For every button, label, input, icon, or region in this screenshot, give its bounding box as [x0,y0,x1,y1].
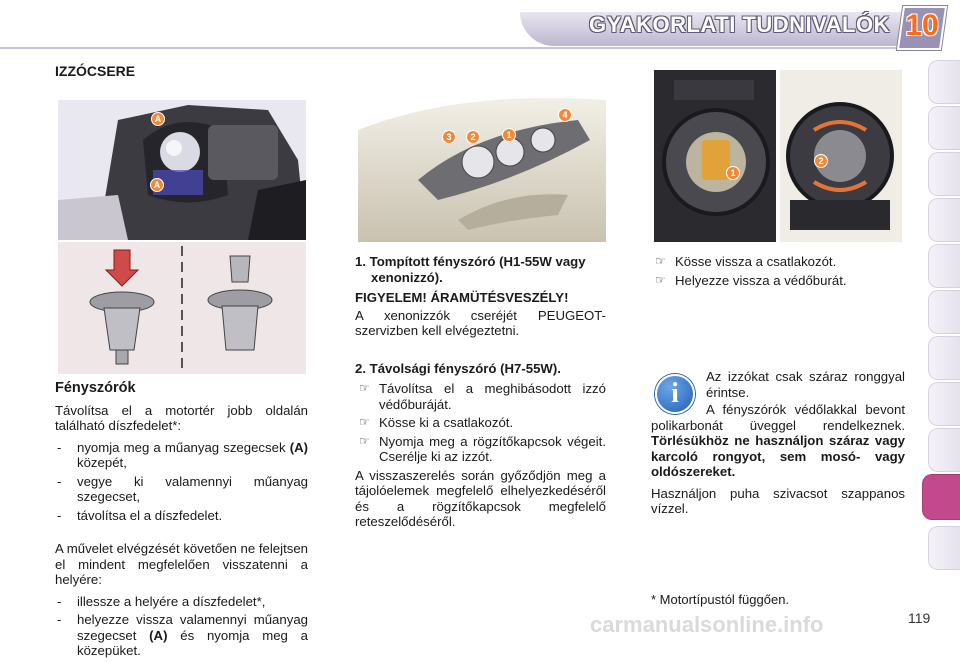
rivet-diagram [58,242,306,374]
instruction-text: Távolítsa el a meghibásodott izzó védőburáját. [379,381,606,412]
step-item [55,440,308,471]
left-column [55,381,308,662]
connector-label-1: 1 [726,166,740,180]
info-warning-bold: Törlésükhöz ne használjon száraz vagy karcoló rongyot, sem mosó- vagy oldószereket. [651,433,905,479]
step-text: távolítsa el a díszfedelet. [77,507,223,523]
instruction-text: Helyezze vissza a védőburát. [675,272,847,288]
header-rule [0,47,900,49]
dash-marker: - [57,593,62,609]
instruction-item [355,434,606,465]
step-text: vegye ki valamennyi műanyag szegecset, [77,473,308,504]
chapter-tab[interactable] [928,382,960,426]
chapter-tab[interactable] [928,336,960,380]
chapter-tab[interactable] [928,526,960,570]
step-bold: (A) [289,439,308,455]
step-text: és nyomja meg a közepüket. [77,627,308,658]
instruction-item [355,415,606,431]
warning-text: FIGYELEM! ÁRAMÜTÉSVESZÉLY! [355,290,569,305]
bulb-label-2: 2 [466,130,480,144]
chapter-tab-active[interactable] [922,474,960,520]
chapter-tab[interactable] [928,290,960,334]
chapter-tabs [928,60,960,580]
step-text: nyomja meg a műanyag szegecsek [77,439,290,455]
lamp-housing-illustration [780,70,902,242]
clip-label-2: 2 [814,154,828,168]
hand-pointer-icon: ☞ [655,272,666,287]
page-number: 119 [908,610,931,626]
engine-bay-illustration [58,100,306,240]
rivet-illustration [58,242,306,374]
middle-column [355,254,606,536]
high-beam-title: 2. Távolsági fényszóró (H7-55W). [355,360,561,376]
chapter-tab[interactable] [928,106,960,150]
step-item [55,508,308,524]
dash-marker: - [57,612,62,627]
step-item [55,594,308,610]
chapter-tab[interactable] [928,60,960,104]
xenon-paragraph: A xenonizzók cseréjét PEUGEOT-szervizben kell elvégeztetni. [355,307,606,338]
instruction-item [651,273,905,289]
footnote: * Motortípustól függően. [651,592,790,607]
watermark: carmanualsonline.info [590,612,824,637]
step-item [55,474,308,505]
dash-marker: - [57,507,62,523]
info-paragraph-1: Az izzókat csak száraz ronggyal érintse. [706,369,905,400]
chapter-tab[interactable] [928,198,960,242]
rivet-label-a: A [151,112,165,126]
info-paragraph-3: Használjon puha szivacsot szappanos vízzel. [651,485,905,516]
low-beam-title: 1. Tompított fényszóró (H1-55W vagy xenonizzó). [355,254,586,285]
instruction-text: Kösse vissza a csatlakozót. [675,254,837,269]
chapter-tab[interactable] [928,244,960,288]
hand-pointer-icon: ☞ [359,381,370,395]
step-bold: (A) [149,627,168,643]
lamp-housing-photo-1 [654,70,776,242]
reassembly-paragraph: A művelet elvégzését követően ne felejtsen el mindent megfelelően visszatenni a helyére: [55,541,308,587]
chapter-title: GYAKORLATI TUDNIVALÓK [589,12,890,37]
info-paragraph-2 [651,402,905,480]
engine-bay-photo [58,100,306,240]
info-text: A fényszórók védőlakkal bevont polikarbonát üveggel rendelkeznek. [651,402,905,433]
info-box [651,369,905,523]
lamp-housing-illustration [654,70,776,242]
step-item [55,612,308,659]
section-heading: IZZÓCSERE [55,63,136,79]
bulb-label-3: 3 [442,130,456,144]
dash-marker: - [57,473,62,489]
reassembly-note: A visszaszerelés során győződjön meg a tájolóelemek megfelelő elhelyezkedéséről és a rögzítőkapcsok megfelelő reteszelődéséről. [355,467,606,529]
instruction-item [355,381,606,412]
bulb-label-4: 4 [558,108,572,122]
instruction-item [651,254,905,270]
instruction-text: Nyomja meg a rögzítőkapcsok végeit. Cserélje ki az izzót. [379,433,606,464]
intro-paragraph: Távolítsa el a motortér jobb oldalán található díszfedelet*: [55,402,308,433]
headlamp-illustration [358,70,606,242]
hand-pointer-icon: ☞ [359,415,370,429]
hand-pointer-icon: ☞ [655,254,666,268]
hand-pointer-icon: ☞ [359,433,370,448]
step-text: közepét, [77,455,127,470]
chapter-tab[interactable] [928,428,960,472]
instruction-text: Kösse ki a csatlakozót. [379,415,514,430]
right-column [651,254,905,291]
dash-marker: - [57,439,62,455]
lamp-housing-photo-2 [780,70,902,242]
info-icon: i [655,374,695,414]
rivet-label-a: A [150,178,164,192]
step-text: helyezze vissza valamennyi műanyag szegecset [77,612,308,643]
step-text: illessze a helyére a díszfedelet*, [77,593,266,609]
chapter-number: 10 [905,9,939,42]
headlamp-photo [358,70,606,242]
bulb-label-1: 1 [502,128,516,142]
subsection-heading: Fényszórók [55,380,136,396]
chapter-tab[interactable] [928,152,960,196]
